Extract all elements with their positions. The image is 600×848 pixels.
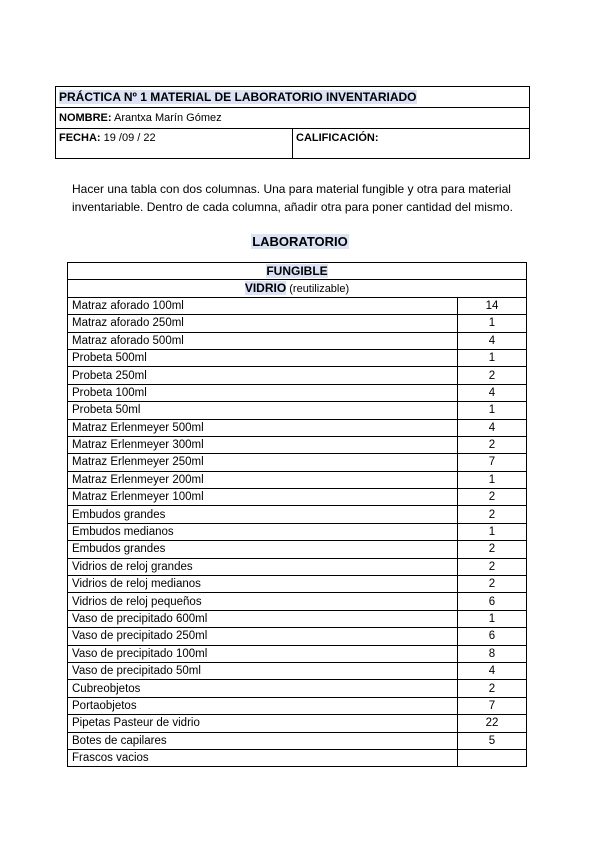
table-row [68,541,527,558]
quantity-cell: 6 [458,628,527,645]
name-cell [56,108,530,129]
quantity-cell: 22 [458,715,527,732]
item-cell: Vidrios de reloj medianos [68,576,458,593]
vidrio-subheading-cell [68,280,527,297]
vidrio-subheading-note: (reutilizable) [286,283,350,296]
table-row [68,628,527,645]
instructions-paragraph: Hacer una tabla con dos columnas. Una para material fungible y otra para material inventariable. Dentro de cada columna, añadir otra para poner cantidad del mismo. [72,182,513,214]
table-row [68,506,527,523]
item-cell: Vaso de precipitado 600ml [68,610,458,627]
name-value: Arantxa Marín Gómez [111,112,222,124]
item-cell: Vidrios de reloj pequeños [68,593,458,610]
item-cell: Matraz aforado 250ml [68,315,458,332]
table-row [68,558,527,575]
quantity-cell: 2 [458,541,527,558]
item-cell: Portaobjetos [68,697,458,714]
table-row [68,384,527,401]
table-row [68,454,527,471]
header-title-cell [56,87,530,108]
table-row [68,315,527,332]
item-cell: Matraz aforado 500ml [68,332,458,349]
inventory-table [67,262,527,767]
table-row [68,749,527,766]
table-row [68,349,527,366]
item-cell: Probeta 500ml [68,349,458,366]
quantity-cell: 14 [458,297,527,314]
fungible-heading-row [68,263,527,280]
quantity-cell: 4 [458,384,527,401]
item-cell: Vaso de precipitado 250ml [68,628,458,645]
quantity-cell: 1 [458,471,527,488]
table-row [68,662,527,679]
item-cell: Matraz Erlenmeyer 300ml [68,436,458,453]
date-cell [56,129,293,159]
table-row [68,732,527,749]
quantity-cell: 1 [458,610,527,627]
item-cell: Frascos vacios [68,749,458,766]
header-name-row [56,108,530,129]
table-row [68,297,527,314]
grade-cell [293,129,530,159]
header-table [55,86,530,159]
item-cell: Matraz Erlenmeyer 100ml [68,489,458,506]
table-row [68,402,527,419]
item-cell: Probeta 100ml [68,384,458,401]
date-label: FECHA: [59,132,101,144]
fungible-heading-cell [68,263,527,280]
quantity-cell: 2 [458,680,527,697]
item-cell: Vaso de precipitado 50ml [68,662,458,679]
quantity-cell: 2 [458,576,527,593]
quantity-cell: 5 [458,732,527,749]
item-cell: Botes de capilares [68,732,458,749]
table-row [68,576,527,593]
item-cell: Matraz Erlenmeyer 200ml [68,471,458,488]
item-cell: Vidrios de reloj grandes [68,558,458,575]
quantity-cell: 1 [458,349,527,366]
table-row [68,489,527,506]
item-cell: Matraz aforado 100ml [68,297,458,314]
date-value: 19 /09 / 22 [100,132,156,144]
table-row [68,610,527,627]
item-cell: Matraz Erlenmeyer 250ml [68,454,458,471]
quantity-cell: 8 [458,645,527,662]
section-title [0,234,600,249]
table-row [68,593,527,610]
quantity-cell: 7 [458,697,527,714]
table-row [68,523,527,540]
table-row [68,419,527,436]
quantity-cell: 4 [458,419,527,436]
quantity-cell: 4 [458,662,527,679]
quantity-cell: 4 [458,332,527,349]
quantity-cell: 1 [458,402,527,419]
item-cell: Probeta 50ml [68,402,458,419]
section-title-text: LABORATORIO [252,234,348,249]
quantity-cell: 1 [458,523,527,540]
practice-title: PRÁCTICA Nº 1 MATERIAL DE LABORATORIO INVENTARIADO [59,90,417,104]
item-cell: Probeta 250ml [68,367,458,384]
item-cell: Embudos grandes [68,541,458,558]
name-label: NOMBRE: [59,112,112,124]
table-row [68,332,527,349]
quantity-cell: 7 [458,454,527,471]
grade-label: CALIFICACIÓN: [296,132,379,144]
quantity-cell [458,749,527,766]
table-row [68,471,527,488]
table-row [68,680,527,697]
table-row [68,367,527,384]
vidrio-subheading-row [68,280,527,297]
item-cell: Cubreobjetos [68,680,458,697]
header-date-row [56,129,530,159]
item-cell: Embudos grandes [68,506,458,523]
item-cell: Embudos medianos [68,523,458,540]
item-cell: Matraz Erlenmeyer 500ml [68,419,458,436]
quantity-cell: 2 [458,558,527,575]
item-cell: Pipetas Pasteur de vidrio [68,715,458,732]
quantity-cell: 2 [458,436,527,453]
quantity-cell: 1 [458,315,527,332]
fungible-heading: FUNGIBLE [266,264,328,279]
quantity-cell: 6 [458,593,527,610]
quantity-cell: 2 [458,506,527,523]
table-row [68,436,527,453]
quantity-cell: 2 [458,489,527,506]
item-cell: Vaso de precipitado 100ml [68,645,458,662]
table-row [68,697,527,714]
header-title-row [56,87,530,108]
vidrio-subheading: VIDRIO [244,281,287,296]
quantity-cell: 2 [458,367,527,384]
table-row [68,715,527,732]
table-row [68,645,527,662]
